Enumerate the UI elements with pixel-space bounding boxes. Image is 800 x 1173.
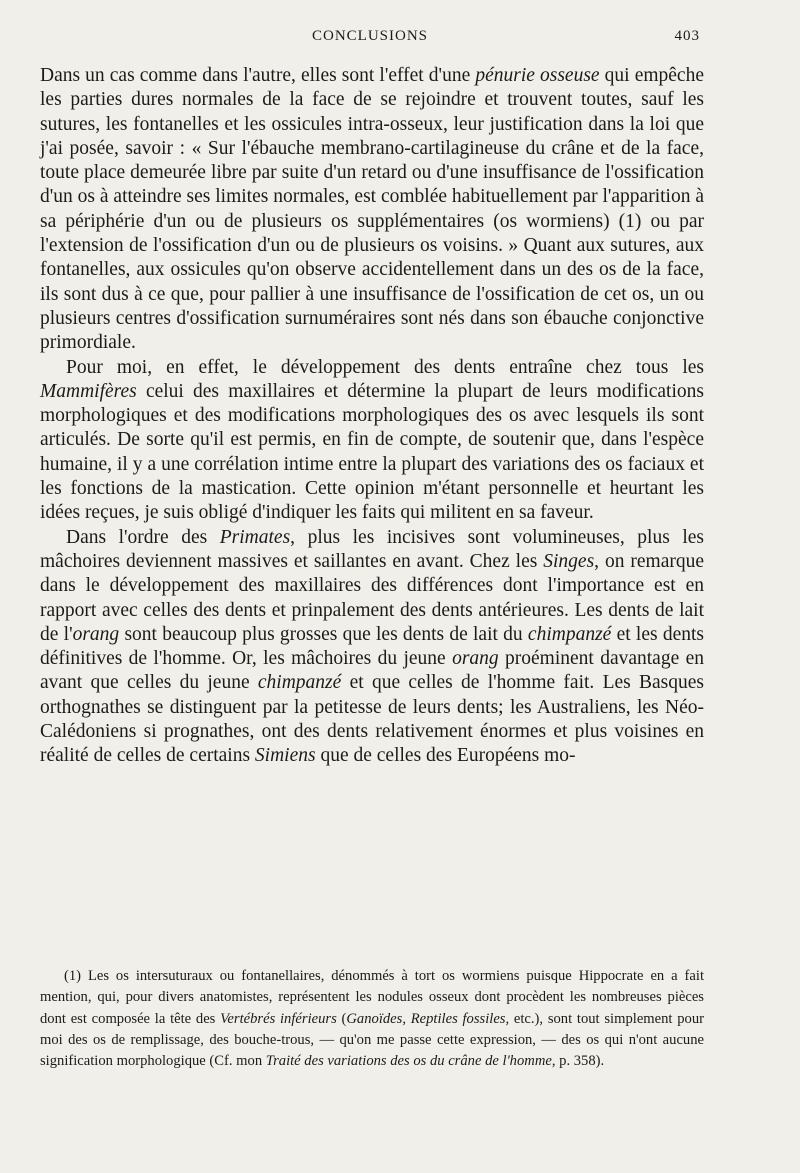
italic-term: Primates (219, 526, 291, 548)
italic-term: Simiens (254, 745, 316, 767)
italic-term: Traité des variations des os du crâne de l'homme (265, 1053, 552, 1070)
paragraph-1 (40, 64, 704, 356)
text-run: Dans l'ordre des (66, 526, 220, 548)
text-run: sont beaucoup plus grosses que les dents de lait du (119, 623, 528, 645)
running-title: CONCLUSIONS (311, 28, 428, 44)
text-run: (1) Les os intersuturaux ou fontanellaires, dénommés à tort os wormiens puisque Hippocrate en a fait mention, qui, pour divers anatomistes, représentent les nodules osseux dont procèdent les nombreuses pièces dont est composée la tête des (40, 968, 704, 1027)
text-run: proéminent davantage en avant que celles du jeune (40, 648, 704, 694)
italic-term: chimpanzé (527, 623, 612, 645)
italic-term: Vertébrés inférieurs (220, 1010, 337, 1027)
text-run: Pour moi, en effet, le développement des dents entraîne chez tous les (66, 356, 704, 378)
body-text (40, 64, 704, 769)
text-run: celui des maxillaires et détermine la plupart de leurs modifications morphologiques et des modifications morphologiques des os avec lesquels ils sont articulés. De sorte qu'il est permis, en fin de compte, de soutenir que, dans l'espèce humaine, il y a une corrélation intime entre la plupart des variations des os faciaux et les fonctions de la mastication. Cette opinion m'étant personnelle et heurtant les idées reçues, je suis obligé d'indiquer les faits qui militent en sa faveur. (40, 380, 704, 524)
text-run: et que celles de l'homme fait. Les Basques orthognathes se distinguent par la petitesse de leurs dents; les Australiens, les Néo-Calédoniens si prognathes, ont des dents relativement énormes et plus voisines en réalité de celles de certains (40, 672, 705, 767)
text-run: Dans un cas comme dans l'autre, elles sont l'effet d'une (40, 65, 476, 86)
paragraph-2 (40, 356, 704, 526)
italic-term: Mammifères (40, 380, 137, 402)
text-run: etc.), sont tout simplement pour moi des os de remplissage, des bouche-trous, — qu'on me passe cette expression, — des os qui n'ont aucune signification morphologique (Cf. mon (40, 1010, 704, 1070)
text-run: qui empêche les parties dures normales de la face de se rejoindre et trouvent toutes, sauf les sutures, les fontanelles et les ossicules intra-osseux, leur justification dans la loi que j'ai posée, savoir : « Sur l'ébauche membrano-cartilagineuse du crâne et de la face, toute place demeurée libre par suite d'un retard ou d'une insuffisance de l'ossification d'un os à atteindre ses limites normales, est comblée habituellement par l'apparition à sa périphérie d'un ou de plusieurs os supplémentaires (os wormiens) (1) ou par l'extension de l'ossification d'un ou de plusieurs os voisins. » Quant aux sutures, aux fontanelles, aux ossicules qu'on observe accidentellement dans un des os de la face, ils sont dus à ce que, pour pallier à une insuffisance de l'ossification de cet os, un ou plusieurs centres d'ossification surnuméraires sont nés dans son ébauche conjonctive primordiale. (40, 65, 704, 354)
text-run: , plus les incisives sont volumineuses, plus les mâchoires deviennent massives et saillantes en avant. Chez les (40, 526, 704, 572)
paragraph-3 (40, 526, 704, 769)
italic-term: chimpanzé (257, 672, 342, 694)
italic-term: Ganoïdes, Reptiles fossiles, (346, 1010, 510, 1027)
text-run: , on remarque dans le développement des maxillaires des différences dont l'importance est en rapport avec celles des dents et prinpalement des dents antérieures. Les dents de lait de l' (40, 550, 705, 645)
italic-term: Singes (543, 550, 595, 572)
text-run: , p. 358). (551, 1053, 605, 1070)
footnote-area (40, 966, 704, 1072)
text-run: que de celles des Européens mo- (315, 745, 576, 767)
page-header (40, 28, 700, 52)
italic-term: orang (72, 623, 120, 645)
italic-term: pénurie osseuse (475, 65, 600, 86)
text-run: et les dents définitives de l'homme. Or, les mâchoires du jeune (40, 623, 704, 670)
text-run: ( (336, 1010, 347, 1027)
italic-term: orang (452, 648, 499, 670)
footnote-1 (40, 966, 704, 1072)
page-number: 403 (674, 28, 700, 44)
